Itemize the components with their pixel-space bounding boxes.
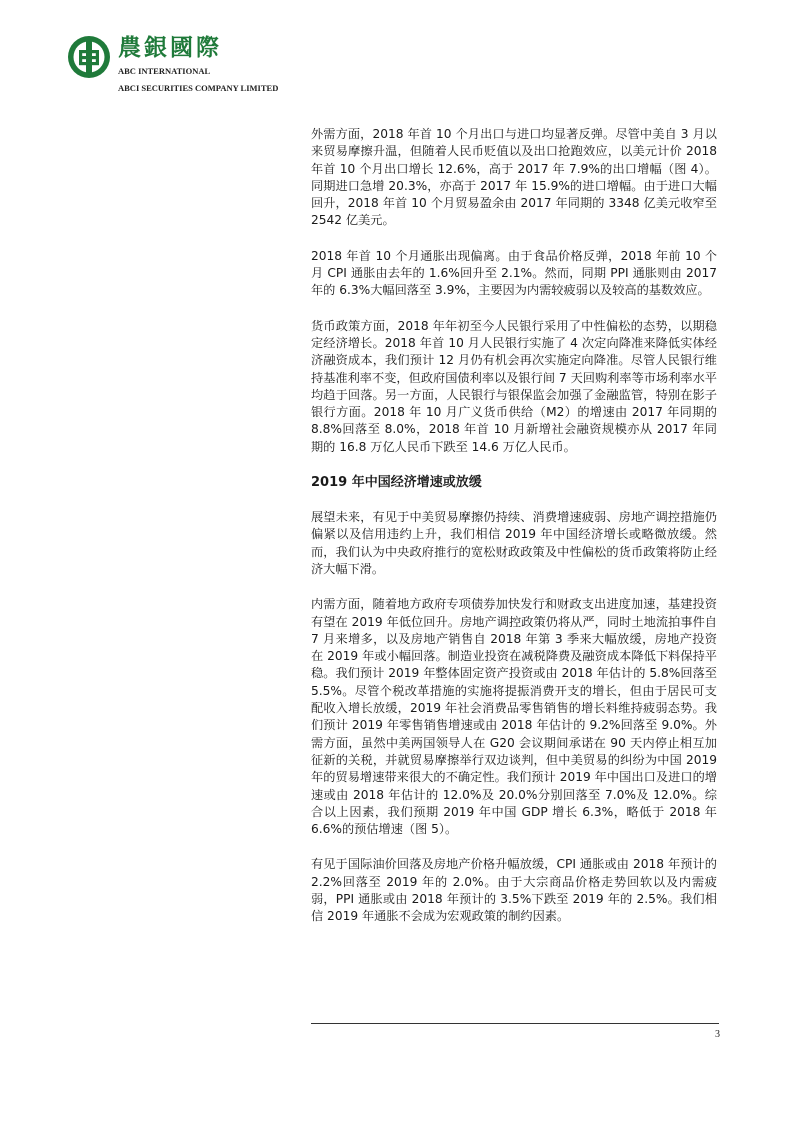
footer-divider [311, 1023, 719, 1024]
abc-bank-logo-icon [66, 34, 112, 80]
paragraph-domestic-demand: 内需方面，随着地方政府专项债券加快发行和财政支出进度加速，基建投资有望在 2019 年低位回升。房地产调控政策仍将从严，同时土地流拍事件自 7 月来增多，以及房地产销售自 2018 年第 3 季来大幅放缓，房地产投资在 2019 年或小幅回落。制造业投资在减税降费及融资成本降低下料保持平稳。我们预计 2019 年整体固定资产投资或由 2018 年估计的 5.8%回落至 5.5%。尽管个税改革措施的实施将提振消费开支的增长，但由于居民可支配收入增长放缓，2019 年社会消费品零售销售的增长料维持疲弱态势。我们预计 2019 年零售销售增速或由 2018 年估计的 9.2%回落至 9.0%。外需方面，虽然中美两国领导人在 G20 会议期间承诺在 90 天内停止相互加征新的关税，并就贸易摩擦举行双边谈判，但中美贸易的纠纷为中国 2019 年的贸易增速带来很大的不确定性。我们预计 2019 年中国出口及进口的增速或由 2018 年估计的 12.0%及 20.0%分别回落至 7.0%及 12.0%。综合以上因素，我们预期 2019 年中国 GDP 增长 6.3%，略低于 2018 年 6.6%的预估增速（图 5）。 [311, 597, 717, 837]
paragraph-cpi-ppi-forecast: 有见于国际油价回落及房地产价格升幅放缓，CPI 通胀或由 2018 年预计的 2.2%回落至 2019 年的 2.0%。由于大宗商品价格走势回软以及内需疲弱，PPI 通胀或由 2018 年预计的 3.5%下跌至 2019 年的 2.5%。我们相信 2019 年通胀不会成为宏观政策的制约因素。 [311, 857, 717, 924]
paragraph-monetary-policy: 货币政策方面，2018 年年初至今人民银行采用了中性偏松的态势，以期稳定经济增长。2018 年首 10 月人民银行实施了 4 次定向降准来降低实体经济融资成本，我们预计 12 月仍有机会再次实施定向降准。尽管人民银行维持基准利率不变，但政府国债利率以及银行间 7 天回购利率等市场利率水平均趋于回落。另一方面，人民银行与银保监会加强了金融监管，特别在影子银行方面。2018 年 10 月广义货币供给（M2）的增速由 2017 年同期的 8.8%回落至 8.0%，2018 年首 10 月新增社会融资规模亦从 2017 年同期的 16.8 万亿人民币下跌至 14.6 万亿人民币。 [311, 318, 717, 454]
paragraph-inflation: 2018 年首 10 个月通胀出现偏离。由于食品价格反弹，2018 年前 10 个月 CPI 通胀由去年的 1.6%回升至 2.1%。然而，同期 PPI 通胀则由 2017 年的 6.3%大幅回落至 3.9%，主要因为内需较疲弱以及较高的基数效应。 [311, 248, 717, 298]
paragraph-external-demand: 外需方面，2018 年首 10 个月出口与进口均显著反弹。尽管中美自 3 月以来贸易摩擦升温，但随着人民币贬值以及出口抢跑效应，以美元计价 2018 年首 10 个月出口增长 12.6%，高于 2017 年 7.9%的出口增幅（图 4）。同期进口急增 20.3%，亦高于 2017 年 15.9%的进口增幅。由于进口大幅回升，2018 年首 10 个月贸易盈余由 2017 年同期的 3348 亿美元收窄至 2542 亿美元。 [311, 127, 717, 228]
article-body [311, 126, 717, 944]
page-number: 3 [715, 1029, 720, 1040]
section-heading: 2019 年中国经济增速或放缓 [311, 475, 482, 491]
brand-name-english: ABC INTERNATIONAL [118, 66, 211, 76]
paragraph-outlook: 展望未来，有见于中美贸易摩擦仍持续、消费增速疲弱、房地产调控措施仍偏紧以及信用违约上升，我们相信 2019 年中国经济增长或略微放缓。然而，我们认为中央政府推行的宽松财政政策及中性偏松的货币政策将防止经济大幅下滑。 [311, 510, 717, 576]
page-header [66, 34, 366, 94]
brand-name-chinese: 農銀國際 [118, 34, 222, 61]
brand-company-name: ABCI SECURITIES COMPANY LIMITED [118, 83, 279, 93]
